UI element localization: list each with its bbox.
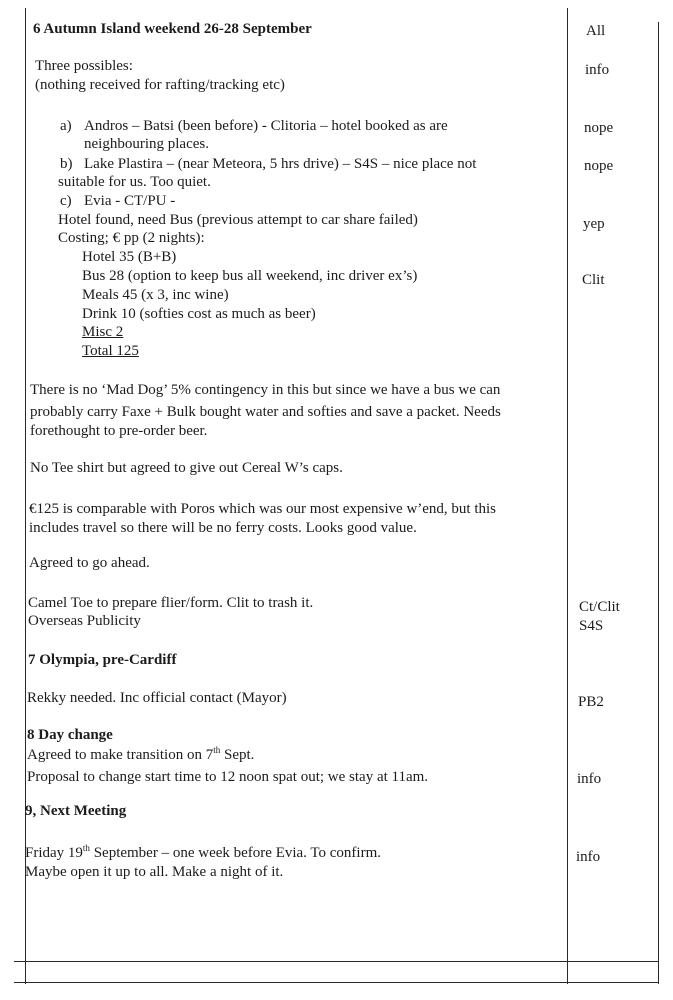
friday-text: Friday 19 (25, 845, 83, 861)
s6-intro-line: Three possibles: (35, 58, 133, 74)
proposal-note: Proposal to change start time to 12 noon spat out; we stay at 11am. (27, 769, 429, 785)
cost-line-misc: Misc 2 (82, 324, 124, 340)
contingency-paragraph: forethought to pre-order beer. (30, 423, 208, 439)
comparison-paragraph: includes travel so there will be no ferry costs. Looks good value. (29, 520, 417, 536)
tshirt-note: No Tee shirt but agreed to give out Cereal W’s caps. (30, 460, 343, 476)
publicity-note: Overseas Publicity (28, 613, 141, 629)
section-8-heading: 8 Day change (27, 727, 113, 743)
option-c-text: Evia - CT/PU - (84, 193, 176, 209)
option-a-text: Andros – Batsi (been before) - Clitoria – hotel booked as are (84, 118, 448, 134)
section-9-heading: 9, Next Meeting (25, 803, 127, 819)
section-6-heading: 6 Autumn Island weekend 26-28 September (33, 21, 312, 37)
cost-line-hotel: Hotel 35 (B+B) (82, 249, 177, 265)
action-nope: nope (584, 120, 614, 136)
flier-note: Camel Toe to prepare flier/form. Clit to trash it. (28, 595, 314, 611)
rekky-note: Rekky needed. Inc official contact (Mayor) (27, 690, 287, 706)
hotel-found-text: Hotel found, need Bus (previous attempt to car share failed) (58, 212, 418, 228)
cost-line-bus: Bus 28 (option to keep bus all weekend, inc driver ex’s) (82, 268, 418, 284)
option-c-marker: c) (60, 193, 72, 209)
table-left-border (25, 8, 26, 984)
action-yep: yep (583, 216, 605, 232)
action-nope: nope (584, 158, 614, 174)
table-bottom-border (14, 982, 659, 983)
section-7-heading: 7 Olympia, pre-Cardiff (28, 652, 177, 668)
transition-text: Agreed to make transition on 7 (27, 747, 214, 763)
action-info: info (576, 849, 601, 865)
contingency-paragraph: probably carry Faxe + Bulk bought water and softies and save a packet. Needs (30, 404, 501, 420)
cost-line-total: Total 125 (82, 343, 139, 359)
option-b-text: suitable for us. Too quiet. (58, 174, 211, 190)
maybe-note: Maybe open it up to all. Make a night of it. (25, 864, 284, 880)
transition-text-end: Sept. (220, 747, 255, 763)
table-right-border (658, 22, 659, 984)
s6-intro-line: (nothing received for rafting/tracking etc) (35, 77, 285, 93)
option-b-marker: b) (60, 156, 73, 172)
comparison-paragraph: €125 is comparable with Poros which was our most expensive w’end, but this (29, 501, 497, 517)
friday-text-end: September – one week before Evia. To confirm. (89, 845, 382, 861)
action-s4s: S4S (579, 618, 604, 634)
agreed-note: Agreed to go ahead. (29, 555, 150, 571)
option-a-marker: a) (60, 118, 72, 134)
action-info: info (577, 771, 602, 787)
action-info: info (585, 62, 610, 78)
transition-ordinal: th (213, 745, 221, 755)
cost-line-meals: Meals 45 (x 3, inc wine) (82, 287, 229, 303)
friday-ordinal: th (82, 843, 90, 853)
action-pb2: PB2 (578, 694, 604, 710)
action-clit: Clit (582, 272, 605, 288)
row-divider (14, 961, 659, 962)
option-b-text: Lake Plastira – (near Meteora, 5 hrs drive) – S4S – nice place not (84, 156, 477, 172)
friday-note (25, 845, 381, 862)
action-ct-clit: Ct/Clit (579, 599, 620, 615)
contingency-paragraph: There is no ‘Mad Dog’ 5% contingency in this but since we have a bus we can (30, 382, 501, 398)
action-all: All (586, 23, 606, 39)
costing-label: Costing; € pp (2 nights): (58, 230, 205, 246)
transition-note (27, 747, 254, 764)
cost-line-drink: Drink 10 (softies cost as much as beer) (82, 306, 316, 322)
option-a-text: neighbouring places. (84, 136, 209, 152)
column-divider (567, 8, 568, 984)
